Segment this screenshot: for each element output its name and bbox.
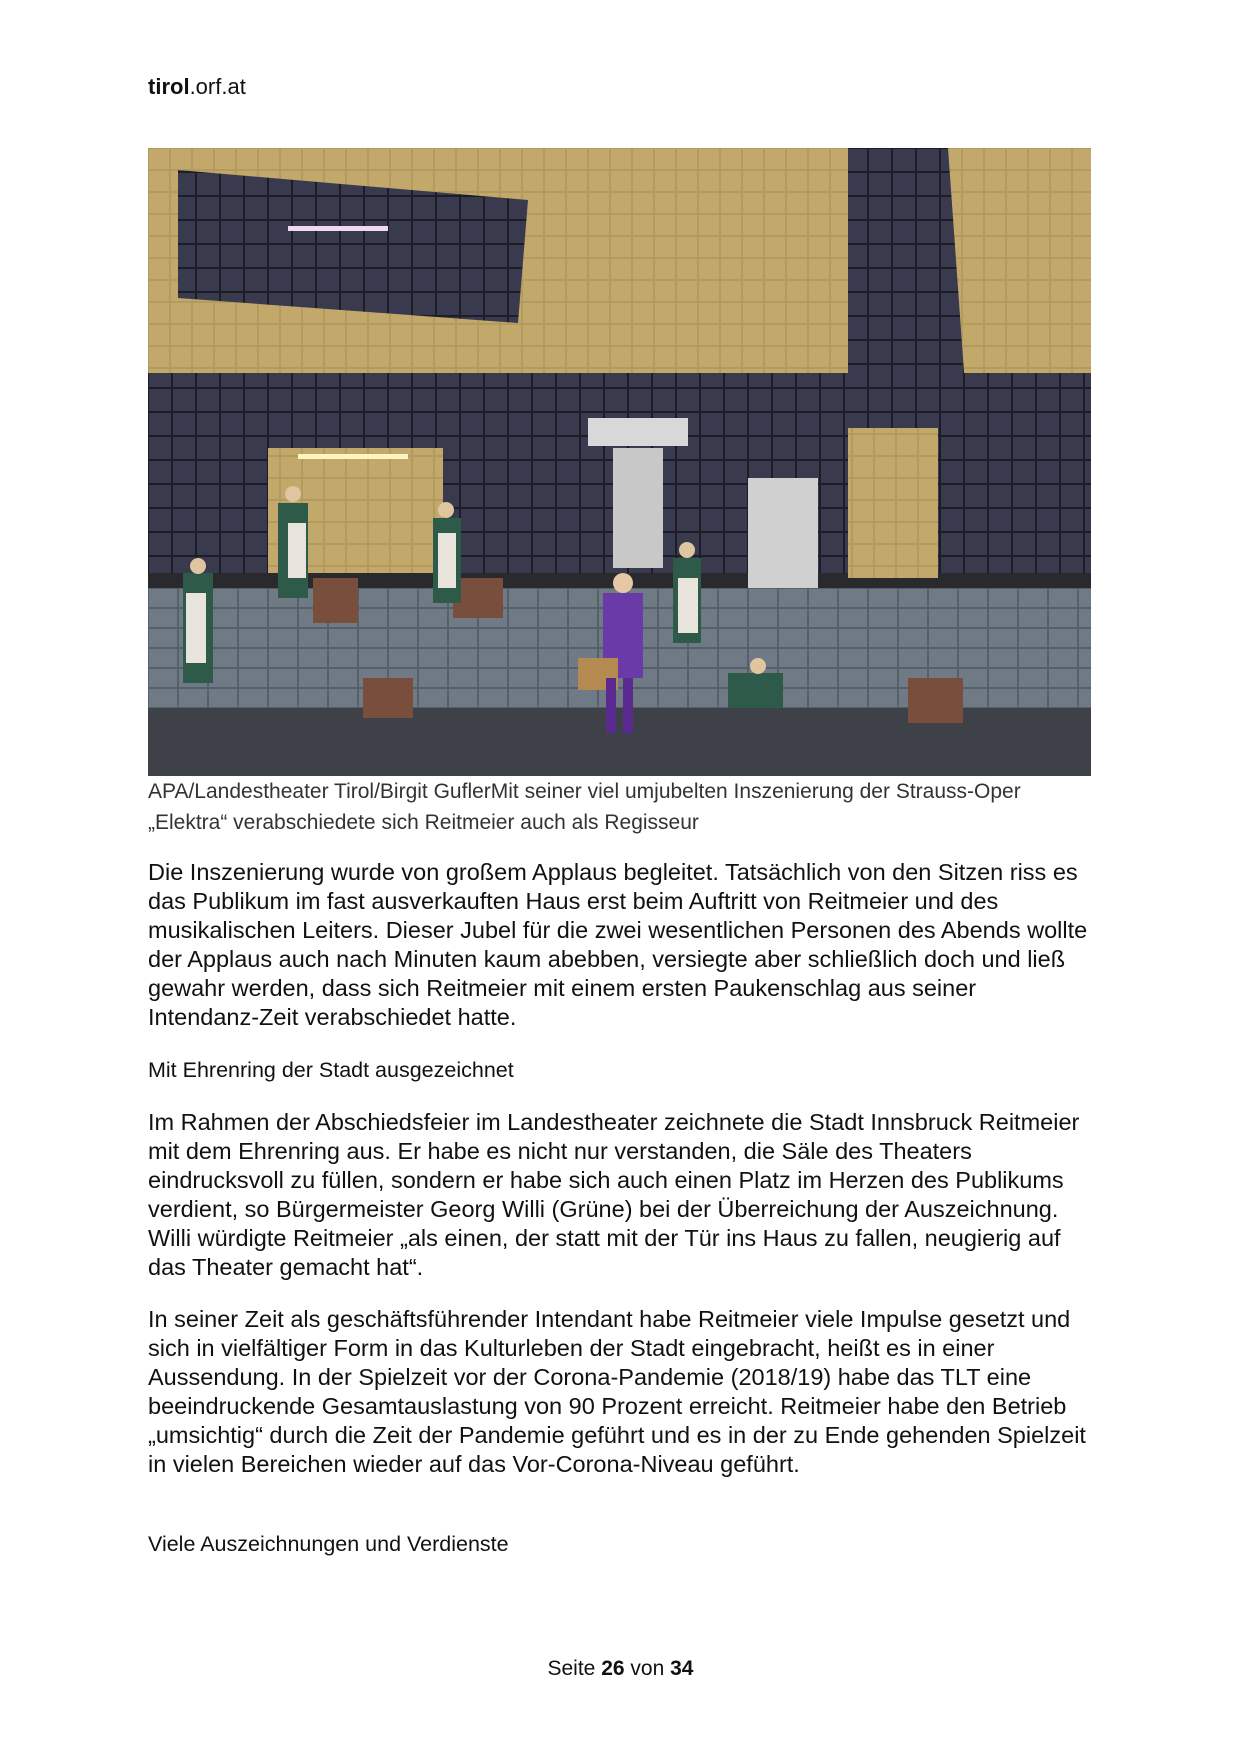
site-header bbox=[148, 74, 246, 100]
subheading-ehrenring: Mit Ehrenring der Stadt ausgezeichnet bbox=[148, 1058, 514, 1082]
page-current: 26 bbox=[601, 1657, 625, 1680]
page-middle: von bbox=[630, 1657, 665, 1680]
photo-caption: APA/Landestheater Tirol/Birgit GuflerMit seiner viel umjubelten Inszenierung der Strauss-Oper „Elektra“ verabschiedete sich Reitmeier auch als Regisseur bbox=[148, 780, 1021, 834]
paragraph-1: Die Inszenierung wurde von großem Applaus begleitet. Tatsächlich von den Sitzen riss es das Publikum im fast ausverkauften Haus erst beim Auftritt von Reitmeier und des musikalischen Leiters. Dieser Jubel für die zwei wesentlichen Personen des Abends wollte der Applaus auch nach Minuten kaum abebben, versiegte aber schließlich doch und ließ gewahr werden, dass sich Reitmeier mit einem ersten Paukenschlag aus seiner Intendanz-Zeit verabschiedet hatte. bbox=[148, 859, 1088, 1030]
paragraph-3: In seiner Zeit als geschäftsführender Intendant habe Reitmeier viele Impulse gesetzt und sich in vielfältiger Form in das Kulturleben der Stadt eingebracht, heißt es in einer Aussendung. In der Spielzeit vor der Corona-Pandemie (2018/19) habe das TLT eine beeindruckende Gesamtauslastung von 90 Prozent erreicht. Reitmeier habe den Betrieb „umsichtig“ durch die Zeit der Pandemie geführt und es in der zu Ende gehenden Spielzeit in vielen Bereichen wieder auf das Vor-Corona-Niveau geführt. bbox=[148, 1306, 1086, 1477]
article-photo bbox=[148, 148, 1091, 776]
page-prefix: Seite bbox=[547, 1657, 596, 1680]
paragraph-2: Im Rahmen der Abschiedsfeier im Landestheater zeichnete die Stadt Innsbruck Reitmeier mit dem Ehrenring aus. Er habe es nicht nur verstanden, die Säle des Theaters eindrucksvoll zu füllen, sondern er habe sich auch einen Platz im Herzen des Publikums verdient, so Bürgermeister Georg Willi (Grüne) bei der Überreichung der Auszeichnung. Willi würdigte Reitmeier „als einen, der statt mit der Tür ins Haus zu fallen, neugierig auf das Theater gemacht hat“. bbox=[148, 1109, 1080, 1280]
page-total: 34 bbox=[670, 1657, 694, 1680]
page-number bbox=[0, 1657, 1241, 1681]
site-name-bold: tirol bbox=[148, 74, 190, 99]
subheading-auszeichnungen: Viele Auszeichnungen und Verdienste bbox=[148, 1532, 509, 1556]
site-name-rest: .orf.at bbox=[189, 74, 246, 99]
